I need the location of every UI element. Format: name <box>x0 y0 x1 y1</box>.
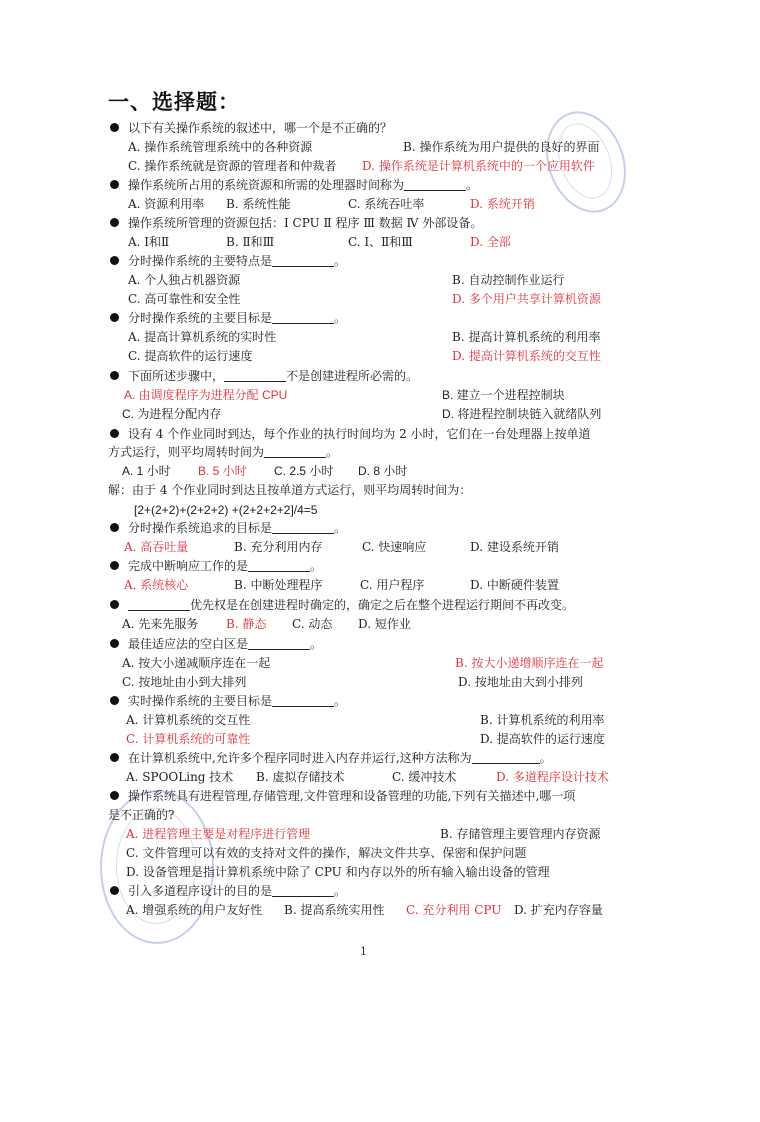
bullet-icon <box>110 886 119 895</box>
option-correct: D. 操作系统是计算机系统中的一个应用软件 <box>362 159 595 173</box>
bullet-icon <box>110 256 119 265</box>
question-stem: 分时操作系统追求的目标是 。 <box>110 519 346 537</box>
option-correct: B. 按大小递增顺序连在一起 <box>455 656 604 670</box>
option: B. 操作系统为用户提供的良好的界面 <box>403 140 600 154</box>
answer-blank <box>248 637 310 650</box>
option-correct: C. 计算机系统的可靠性 <box>126 732 251 746</box>
bullet-icon <box>110 313 119 322</box>
question-stem: 实时操作系统的主要目标是 。 <box>110 692 346 710</box>
bullet-icon <box>110 600 119 609</box>
option: A. 按大小递减顺序连在一起 <box>122 656 271 670</box>
question-stem: 在计算机系统中,允许多个程序同时进入内存并运行,这种方法称为 。 <box>110 749 552 767</box>
bullet-icon <box>110 218 119 227</box>
option: B. 存储管理主要管理内存资源 <box>440 827 601 841</box>
option-correct: A. 系统核心 <box>124 578 189 592</box>
option: A. SPOOLing 技术 <box>126 770 234 784</box>
question-stem: 以下有关操作系统的叙述中，哪一个是不正确的？ <box>110 119 392 137</box>
option-correct: D. 系统开销 <box>470 197 535 211</box>
option: C. 操作系统就是资源的管理者和仲裁者 <box>128 159 337 173</box>
option: A. 1 小时 <box>122 464 171 478</box>
question-stem: 最佳适应法的空白区是 。 <box>110 635 322 653</box>
bullet-icon <box>110 696 119 705</box>
bullet-icon <box>110 180 119 189</box>
option: A. 提高计算机系统的实时性 <box>128 330 277 344</box>
page-number: 1 <box>360 945 367 958</box>
question-stem: 设有 4 个作业同时到达，每个作业的执行时间均为 2 小时，它们在一台处理器上按单道 <box>110 425 591 443</box>
answer-blank <box>128 598 190 611</box>
option: D. 8 小时 <box>358 464 408 478</box>
question-stem: 完成中断响应工作的是 。 <box>110 557 322 575</box>
bullet-icon <box>110 753 119 762</box>
option: B. 提高系统实用性 <box>284 903 385 917</box>
option: A. 计算机系统的交互性 <box>126 713 251 727</box>
option: B. 系统性能 <box>226 197 291 211</box>
bullet-icon <box>110 523 119 532</box>
question-stem: 引入多道程序设计的目的是 。 <box>110 882 346 900</box>
option: C. Ⅰ、Ⅱ和Ⅲ <box>348 235 413 249</box>
option: B. 计算机系统的利用率 <box>480 713 605 727</box>
option: C. 系统吞吐率 <box>348 197 425 211</box>
bullet-icon <box>110 791 119 800</box>
bullet-icon <box>110 371 119 380</box>
answer-blank <box>248 559 310 572</box>
option: D. 将进程控制块链入就绪队列 <box>442 407 602 421</box>
option: C. 用户程序 <box>360 578 425 592</box>
option: C. 提高软件的运行速度 <box>128 349 253 363</box>
option: B. 建立一个进程控制块 <box>442 388 565 402</box>
answer-blank <box>224 369 286 382</box>
question-stem-continued: 是不正确的? <box>108 808 175 822</box>
answer-blank <box>264 445 326 458</box>
option: C. 动态 <box>292 617 333 631</box>
option: B. 虚拟存储技术 <box>256 770 345 784</box>
answer-blank <box>272 311 334 324</box>
option: B. 充分利用内存 <box>234 540 323 554</box>
bullet-icon <box>110 639 119 648</box>
option: A. 操作系统管理系统中的各种资源 <box>128 140 313 154</box>
answer-blank <box>404 178 466 191</box>
option: D. 中断硬件装置 <box>470 578 559 592</box>
answer-blank <box>272 884 334 897</box>
option: A. 先来先服务 <box>122 617 199 631</box>
option-correct: B. 5 小时 <box>198 464 247 478</box>
question-stem: 操作系统所占用的系统资源和所需的处理器时间称为 。 <box>110 176 478 194</box>
option-correct: D. 全部 <box>470 235 511 249</box>
question-stem: 下面所述步骤中， 不是创建进程所必需的。 <box>110 367 418 385</box>
bullet-icon <box>110 561 119 570</box>
option-correct: A. 由调度程序为进程分配 CPU <box>124 388 288 402</box>
option-correct: D. 多道程序设计技术 <box>496 770 609 784</box>
solution-formula: [2+(2+2)+(2+2+2) +(2+2+2+2]/4=5 <box>134 503 318 517</box>
option: C. 文件管理可以有效的支持对文件的操作，解决文件共享、保密和保护问题 <box>126 846 527 860</box>
option-correct: B. 静态 <box>226 617 267 631</box>
option: A. Ⅰ和Ⅱ <box>128 235 170 249</box>
option: A. 资源利用率 <box>128 197 205 211</box>
option: C. 为进程分配内存 <box>122 407 222 421</box>
option: D. 设备管理是指计算机系统中除了 CPU 和内存以外的所有输入输出设备的管理 <box>126 865 550 879</box>
answer-blank <box>272 521 334 534</box>
option: B. 自动控制作业运行 <box>452 273 565 287</box>
option: B. 中断处理程序 <box>234 578 323 592</box>
bullet-icon <box>110 123 119 132</box>
option: C. 按地址由小到大排列 <box>122 675 247 689</box>
answer-blank <box>272 694 334 707</box>
question-stem: 操作系统所管理的资源包括：Ⅰ CPU Ⅱ 程序 Ⅲ 数据 Ⅳ 外部设备。 <box>110 214 482 232</box>
option: B. 提高计算机系统的利用率 <box>452 330 601 344</box>
option: B. Ⅱ和Ⅲ <box>226 235 275 249</box>
section-title: 一、选择题： <box>108 90 240 114</box>
option-correct: C. 充分利用 CPU <box>406 903 502 917</box>
option: C. 缓冲技术 <box>392 770 457 784</box>
option: D. 短作业 <box>358 617 411 631</box>
option: D. 建设系统开销 <box>470 540 559 554</box>
option: A. 个人独占机器资源 <box>128 273 241 287</box>
option: A. 增强系统的用户友好性 <box>126 903 263 917</box>
option: D. 提高软件的运行速度 <box>480 732 605 746</box>
option: D. 按地址由大到小排列 <box>458 675 583 689</box>
question-stem-continued: 方式运行，则平均周转时间为 。 <box>108 445 339 459</box>
solution-text: 解：由于 4 个作业同时到达且按单道方式运行，则平均周转时间为： <box>108 483 472 497</box>
bullet-icon <box>110 429 119 438</box>
option: C. 快速响应 <box>362 540 427 554</box>
option-correct: A. 高吞吐量 <box>124 540 189 554</box>
option-correct: A. 进程管理主要是对程序进行管理 <box>126 827 311 841</box>
answer-blank <box>472 751 540 764</box>
question-stem: 分时操作系统的主要特点是 。 <box>110 252 346 270</box>
answer-blank <box>272 254 334 267</box>
option-correct: D. 多个用户共享计算机资源 <box>452 292 601 306</box>
option: C. 高可靠性和安全性 <box>128 292 241 306</box>
question-stem: 分时操作系统的主要目标是 。 <box>110 309 346 327</box>
option: D. 扩充内存容量 <box>514 903 603 917</box>
option: C. 2.5 小时 <box>274 464 334 478</box>
option-correct: D. 提高计算机系统的交互性 <box>452 349 601 363</box>
question-stem: 优先权是在创建进程时确定的，确定之后在整个进程运行期间不再改变。 <box>110 596 574 614</box>
question-stem: 操作系统具有进程管理,存储管理,文件管理和设备管理的功能,下列有关描述中,哪一项 <box>110 787 575 805</box>
